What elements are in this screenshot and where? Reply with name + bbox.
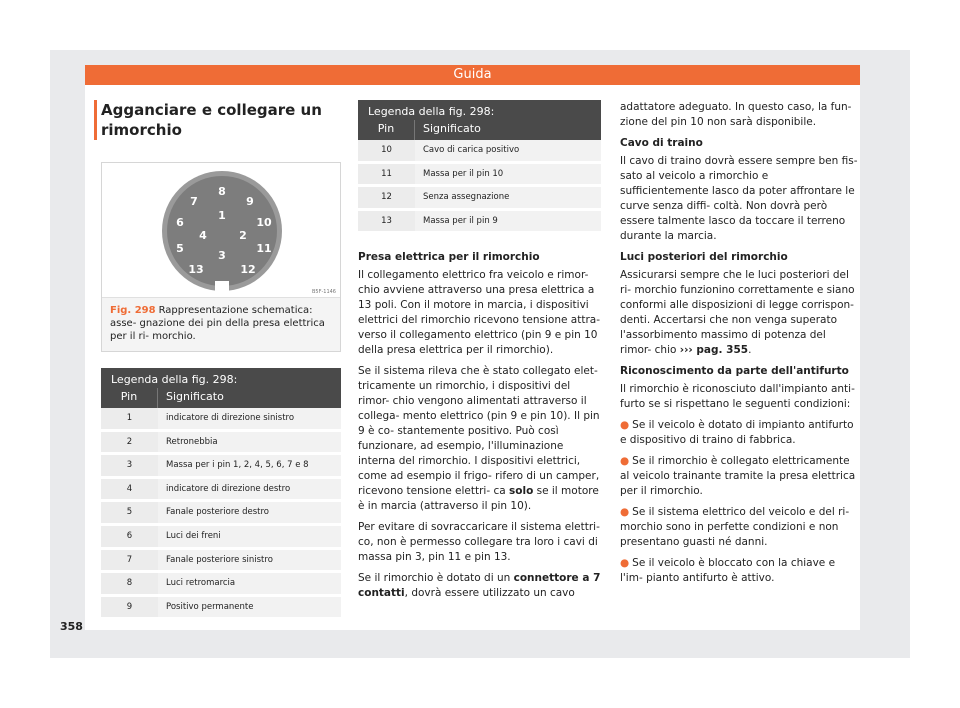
paragraph-text: Assicurarsi sempre che le luci posteriori del ri- morchio funzionino correttamente e siano conformi alle disposizioni di legge corrispon- denti. Accertarsi che non venga superato l'assorbimento massimo di potenza del rimor- chio: [620, 269, 855, 356]
paragraph-emphasis: connettore a 7 contatti: [358, 572, 601, 600]
bullet-icon: ●: [620, 557, 630, 569]
legend-row: [358, 211, 601, 235]
paragraph: Il cavo di traino dovrà essere sempre ben fis- sato al veicolo a rimorchio e sufficientemente lasco da poter affrontare le curve senza diffi- coltà. Non dovrà però essere talmente lasco da toccare il terreno durante la marcia.: [620, 155, 858, 242]
legend-title: Legenda della fig. 298:: [368, 105, 495, 118]
list-item: [620, 505, 860, 550]
section-heading: Riconoscimento da parte dell'antifurto: [620, 365, 849, 377]
figure-box: [101, 162, 341, 352]
paragraph-text: Se il sistema rileva che è stato collegato elet- tricamente un rimorchio, i dispositivi del rimor- chio vengono alimentati attraverso il collega- mento elettrico (pin 9 e pin 10). Il pin 9 è co- stantemente positivo. Può così funzionare, ad esempio, l'illuminazione interna del rimorchio. I dispositivi elettrici, come ad esempio il frigo- rifero di un camper, ricevono tensione elettri- ca: [358, 365, 600, 498]
page-number: 358: [60, 620, 83, 633]
legend-col-pin: Pin: [358, 120, 415, 140]
paragraph: adattatore adeguato. In questo caso, la fun- zione del pin 10 non sarà disponibile.: [620, 101, 852, 128]
legend-pin-cell: 6: [126, 530, 133, 541]
paragraph-text: se il motore è in marcia (attraverso il pin 10).: [358, 485, 599, 513]
legend-meaning-cell: Cavo di carica positivo: [415, 140, 601, 161]
legend-pin-cell: 10: [381, 145, 392, 155]
list-item: [620, 418, 860, 448]
bullet-icon: ●: [620, 506, 630, 518]
legend-meaning-cell: Fanale posteriore sinistro: [158, 550, 341, 571]
legend-row: [101, 408, 341, 432]
column-right: [620, 100, 860, 592]
list-item: [620, 454, 860, 499]
column-left: [101, 100, 341, 620]
legend-meaning-cell: Retronebbia: [158, 432, 341, 453]
legend-row: [101, 455, 341, 479]
legend-meaning-cell: Fanale posteriore destro: [158, 502, 341, 523]
legend-title: Legenda della fig. 298:: [111, 373, 238, 386]
pin-label: 8: [218, 185, 226, 198]
list-item: [620, 556, 860, 586]
socket-section: [358, 250, 601, 601]
pin-label: 2: [239, 229, 247, 242]
legend-row: [101, 597, 341, 621]
column-middle: [358, 100, 601, 607]
legend-header: [101, 368, 341, 408]
legend-row: [101, 526, 341, 550]
pin-label: 1: [218, 209, 226, 222]
figure-label: Fig. 298: [110, 305, 156, 316]
legend-pin-cell: 9: [126, 601, 133, 612]
pin-label: 7: [190, 195, 198, 208]
paragraph: [620, 268, 860, 358]
paragraph: Per evitare di sovraccaricare il sistema elettri- co, non è permesso collegare tra loro i cavi di massa pin 3, pin 11 e pin 13.: [358, 521, 600, 564]
section-title: Agganciare e collegare un rimorchio: [94, 100, 341, 140]
paragraph-text: .: [748, 344, 752, 356]
list-item-text: Se il veicolo è dotato di impianto antifurto e dispositivo di traino di fabbrica.: [620, 419, 854, 446]
legend-pin-cell: 1: [126, 413, 133, 423]
legend-rows: [101, 408, 341, 620]
page-header: Guida: [85, 65, 860, 85]
pin-label: 6: [176, 216, 184, 229]
legend-row: [101, 502, 341, 526]
legend-col-meaning: Significato: [166, 390, 224, 403]
legend-row: [358, 140, 601, 164]
legend-rows: [358, 140, 601, 234]
section-heading: Presa elettrica per il rimorchio: [358, 251, 540, 264]
legend-table-2: [358, 100, 601, 234]
legend-row: [101, 479, 341, 503]
section-heading: Cavo di traino: [620, 137, 703, 149]
pin-label: 13: [188, 263, 204, 276]
legend-pin-cell: 11: [381, 168, 392, 179]
legend-meaning-cell: Positivo permanente: [158, 597, 341, 618]
connector-diagram: [102, 163, 340, 298]
legend-pin-cell: 2: [126, 436, 133, 447]
legend-row: [358, 187, 601, 211]
legend-meaning-cell: indicatore di direzione destro: [158, 479, 341, 500]
paragraph: Il rimorchio è riconosciuto dall'impianto anti- furto se si rispettano le seguenti condizioni:: [620, 383, 855, 410]
pin-label: 3: [218, 249, 226, 262]
legend-column-headers: [358, 120, 601, 140]
pin-label: 9: [246, 195, 254, 208]
pin-label: 11: [256, 242, 272, 255]
legend-row: [358, 164, 601, 188]
paragraph-text: Se il rimorchio è dotato di un: [358, 572, 514, 585]
section-heading: Luci posteriori del rimorchio: [620, 251, 788, 263]
legend-col-pin: Pin: [101, 388, 158, 408]
legend-col-meaning: Significato: [423, 122, 481, 135]
figure-caption-text: Rappresentazione schematica: asse- gnazione dei pin della presa elettrica per il ri- morchio.: [110, 305, 325, 342]
legend-pin-cell: 13: [381, 215, 392, 226]
paragraph-text: , dovrà essere utilizzato un cavo: [404, 587, 575, 600]
legend-row: [101, 573, 341, 597]
figure-code: B5F-1146: [311, 289, 336, 295]
pin-label: 4: [199, 229, 207, 242]
connector-key-notch: [215, 281, 229, 291]
paragraph: [358, 571, 601, 601]
legend-pin-cell: 12: [381, 192, 392, 203]
legend-pin-cell: 7: [126, 554, 133, 565]
legend-row: [101, 550, 341, 574]
legend-meaning-cell: Massa per i pin 1, 2, 4, 5, 6, 7 e 8: [158, 455, 341, 476]
paragraph: [358, 364, 601, 514]
bullet-icon: ●: [620, 419, 630, 431]
legend-meaning-cell: Senza assegnazione: [415, 187, 601, 208]
condition-list: [620, 418, 860, 586]
list-item-text: Se il rimorchio è collegato elettricamente al veicolo trainante tramite la presa elettrica per il rimorchio.: [620, 455, 856, 497]
legend-table-1: [101, 368, 341, 620]
legend-meaning-cell: Luci dei freni: [158, 526, 341, 547]
legend-meaning-cell: Massa per il pin 9: [415, 211, 601, 232]
legend-pin-cell: 4: [126, 483, 133, 494]
legend-column-headers: [101, 388, 341, 408]
legend-pin-cell: 3: [126, 460, 133, 471]
legend-meaning-cell: indicatore di direzione sinistro: [158, 408, 341, 429]
list-item-text: Se il veicolo è bloccato con la chiave e l'im- pianto antifurto è attivo.: [620, 557, 836, 584]
legend-pin-cell: 8: [126, 578, 133, 589]
pin-label: 12: [240, 263, 256, 276]
bullet-icon: ●: [620, 455, 630, 467]
legend-row: [101, 432, 341, 456]
pin-label: 10: [256, 216, 272, 229]
paragraph: Il collegamento elettrico fra veicolo e rimor- chio avviene attraverso una presa elettrica a 13 poli. Con il motore in marcia, i dispositivi elettrici del rimorchio ricevono tensione attra- verso il collegamento elettrico (pin 9 e pin 10 della presa elettrica per il rimorchio).: [358, 269, 601, 357]
list-item-text: Se il sistema elettrico del veicolo e del ri- morchio sono in perfette condizioni e non presentano guasti né danni.: [620, 506, 850, 548]
figure-caption: [102, 298, 340, 351]
page-reference-link[interactable]: ››› pag. 355: [679, 344, 749, 356]
connector-svg: [160, 169, 284, 293]
legend-pin-cell: 5: [126, 507, 133, 518]
paragraph-emphasis: solo: [509, 485, 534, 498]
pin-label: 5: [176, 242, 184, 255]
legend-meaning-cell: Luci retromarcia: [158, 573, 341, 594]
legend-meaning-cell: Massa per il pin 10: [415, 164, 601, 185]
legend-header: [358, 100, 601, 140]
